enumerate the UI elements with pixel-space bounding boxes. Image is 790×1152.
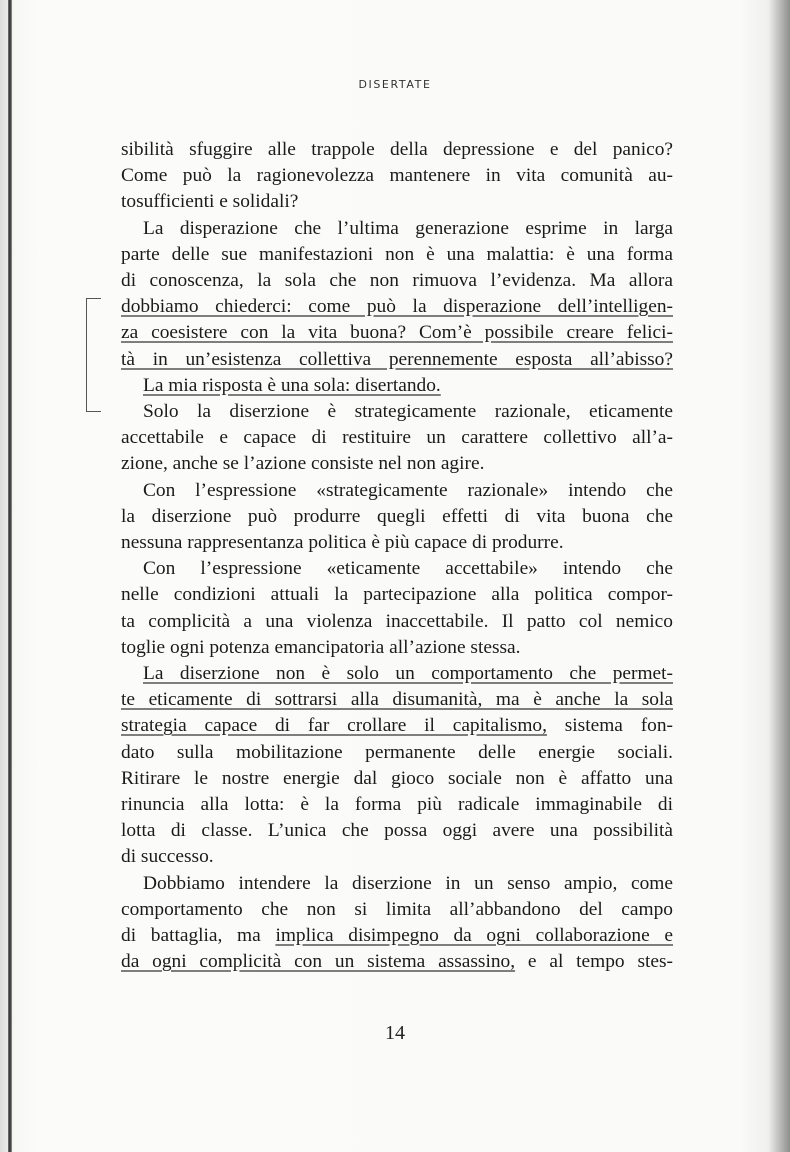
text-fragment: sistema fon- — [546, 715, 673, 737]
paragraph — [121, 399, 673, 478]
text-line: dato sulla mobilitazione permanente delle energie sociali. — [121, 741, 673, 763]
text-line: Come può la ragionevolezza mantenere in vita comunità au- — [121, 165, 673, 187]
paragraph — [121, 871, 673, 976]
paragraph — [121, 556, 673, 661]
text-line: Con l’espressione «strategicamente razionale» intendo che — [143, 479, 673, 501]
text-line: ta complicità a una violenza inaccettabile. Il patto col nemico — [121, 610, 673, 632]
text-line: nessuna rappresentanza politica è più capace di produrre. — [121, 532, 564, 554]
text-line: lotta di classe. L’unica che possa oggi avere una possibilità — [121, 820, 673, 842]
text-line: rinuncia alla lotta: è la forma più radicale immaginabile di — [121, 794, 673, 816]
text-line-underlined: te eticamente di sottrarsi alla disumanità, ma è anche la sola — [121, 689, 673, 711]
text-line: nelle condizioni attuali la partecipazione alla politica compor- — [121, 584, 673, 606]
text-line: toglie ogni potenza emancipatoria all’azione stessa. — [121, 636, 521, 658]
text-fragment: di battaglia, ma — [121, 925, 276, 947]
text-fragment: e al tempo stes- — [515, 951, 673, 973]
text-line: accettabile e capace di restituire un carattere collettivo all’a- — [121, 427, 673, 449]
text-line — [121, 949, 673, 975]
text-line: Con l’espressione «eticamente accettabile» intendo che — [143, 558, 673, 580]
text-line-underlined: za coesistere con la vita buona? Com’è possibile creare felici- — [121, 322, 673, 344]
underlined-phrase: strategia capace di far crollare il capitalismo, — [121, 715, 547, 737]
text-line: parte delle sue manifestazioni non è una malattia: è una forma — [121, 243, 673, 265]
paragraph — [121, 373, 673, 399]
page-number: 14 — [385, 1022, 405, 1044]
text-line: sibilità sfuggire alle trappole della depressione e del panico? — [121, 139, 673, 160]
text-line — [121, 713, 673, 739]
text-line: zione, anche se l’azione consiste nel non agire. — [121, 453, 485, 475]
text-line: di successo. — [121, 846, 214, 868]
body-text — [121, 137, 673, 976]
text-line: La disperazione che l’ultima generazione esprime in larga — [143, 217, 673, 239]
text-line — [121, 923, 673, 949]
text-line-underlined: dobbiamo chiederci: come può la disperazione dell’intelligen- — [121, 296, 673, 318]
paragraph — [121, 478, 673, 557]
page-edge-shadow — [768, 0, 790, 1152]
text-line — [121, 373, 673, 399]
text-line: comportamento che non si limita all’abbandono del campo — [121, 898, 673, 920]
running-head: DISERTATE — [358, 78, 432, 91]
text-line: Solo la diserzione è strategicamente razionale, eticamente — [143, 401, 673, 423]
text-line-underlined: La diserzione non è solo un comportamento che permet- — [143, 663, 673, 685]
underlined-phrase: implica disimpegno da ogni collaborazione e — [275, 925, 673, 947]
text-line: la diserzione può produrre quegli effetti di vita buona che — [121, 505, 673, 527]
margin-bracket-annotation — [86, 298, 101, 412]
paragraph — [121, 216, 673, 373]
text-line: Dobbiamo intendere la diserzione in un senso ampio, come — [143, 872, 673, 894]
underlined-phrase: La mia risposta è una sola: disertando. — [143, 374, 441, 396]
underlined-phrase: da ogni complicità con un sistema assassino, — [121, 951, 516, 973]
paragraph — [121, 137, 673, 216]
text-line: tosufficienti e solidali? — [121, 191, 299, 213]
book-spine-shadow — [8, 0, 12, 1152]
text-line: Ritirare le nostre energie dal gioco sociale non è affatto una — [121, 767, 673, 789]
text-line-underlined: tà in un’esistenza collettiva perennemente esposta all’abisso? — [121, 348, 673, 370]
paragraph — [121, 661, 673, 871]
text-line: di conoscenza, la sola che non rimuova l’evidenza. Ma allora — [121, 270, 673, 292]
